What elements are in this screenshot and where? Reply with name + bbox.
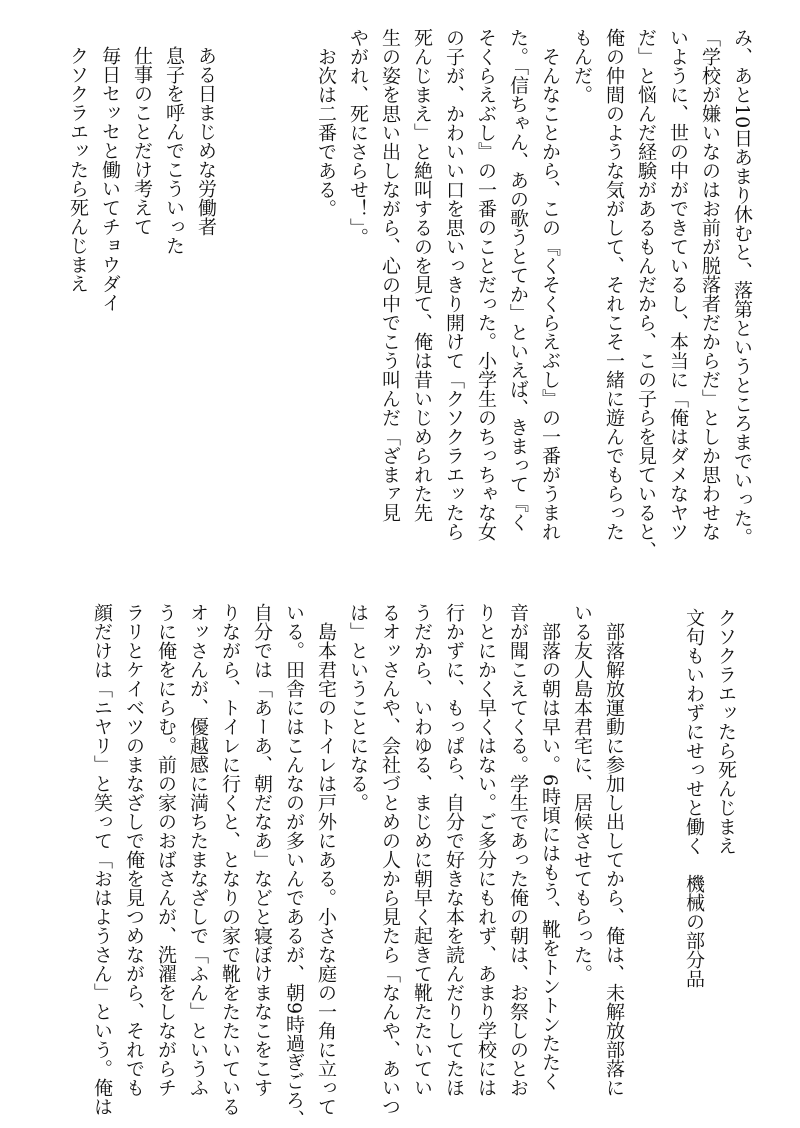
top-line: もんだ。 xyxy=(571,28,593,104)
top-line: そんなことから、この『くそくらえぶし』の一番がうまれ xyxy=(539,47,561,541)
heading-line: 文句もいわずにせっせと働く 機械の部分品 xyxy=(683,608,705,988)
top-line: だ」と悩んだ経験があるもんだから、この子らを見ていると、 xyxy=(635,28,657,560)
top-poem xyxy=(62,46,222,346)
bottom-line: ラリとケイベツのまなざしで俺を見つめながら、それでも xyxy=(123,603,145,1097)
poem-line: クソクラエッたら死んじまえ xyxy=(67,46,89,293)
bottom-line: うに俺をにらむ。前の家のおばさんが、洗濯をしながらチ xyxy=(155,603,177,1097)
poem-line: 毎日セッセと働いてチョウダイ xyxy=(99,46,121,312)
top-line: やがれ、死にさらせ！」。 xyxy=(347,28,369,247)
bottom-line: 自分では「あーあ、朝だなあ」などと寝ぼけまなこをこす xyxy=(251,603,273,1097)
bottom-line: るオッさんや、会社づとめの人から見たら「なんや、あいつ xyxy=(379,603,401,1116)
top-line: そくらえぶし』の一番のことだった。小学生のちっちゃな女 xyxy=(475,28,497,541)
top-line: み、あと10日あまり休むと、落第というところまでいった。 xyxy=(731,28,753,547)
top-line: いように、世の中ができているし、本当に「俺はダメなヤツ xyxy=(667,28,689,541)
bottom-line: 部落の朝は早い。6時頃にはもう、靴をトントンたたく xyxy=(539,622,561,1091)
top-line: 「学校が嫌いなのはお前が脱落者だからだ」としか思わせな xyxy=(699,28,721,541)
bottom-line: 顔だけは「ニヤリ」と笑って「おはようさん」という。俺は xyxy=(91,603,113,1116)
top-line: 俺の仲間のような気がして、それこそ一緒に遊んでもらった xyxy=(603,28,625,541)
bottom-line: 音が聞こえてくる。学生であった俺の朝は、お祭しのとお xyxy=(507,603,529,1097)
bottom-line: りとにかく早くはない。ご多分にもれず、あまり学校には xyxy=(475,603,497,1097)
bottom-line: うだから、いわゆる、まじめに朝早く起きて靴たたいてい xyxy=(411,603,433,1097)
top-line: 死んじまえ」と絶叫するのを見て、俺は昔いじめられた先 xyxy=(411,28,433,522)
poem-line: 息子を呼んでこういった xyxy=(163,46,185,255)
bottom-line: 行かずに、もっぱら、自分で好きな本を読んだりしてたほ xyxy=(443,603,465,1097)
poem-line: 仕事のことだけ考えて xyxy=(131,46,153,236)
bottom-line: りながら、トイレに行くと、となりの家で靴をたたいている xyxy=(219,603,241,1116)
top-line: 生の姿を思い出しながら、心の中でこう叫んだ「ざまァ見 xyxy=(379,28,401,522)
bottom-line: 島本君宅のトイレは戸外にある。小さな庭の一角に立って xyxy=(315,622,337,1116)
bottom-line: 部落解放運動に参加し出してから、俺は、未解放部落に xyxy=(603,622,625,1097)
top-line: た。「信ちゃん、あの歌うとてか」といえば、きまって『く xyxy=(507,28,529,532)
poem-line: ある日まじめな労働者 xyxy=(195,46,217,236)
bottom-line: いる。田舎にはこんなのが多いんであるが、朝9時過ぎごろ、 xyxy=(283,603,305,1128)
top-line: の子が、かわいい口を思いっきり開けて「クソクラエッたら xyxy=(443,28,465,541)
bottom-line: は」ということになる。 xyxy=(347,603,369,812)
bottom-prose xyxy=(86,603,630,1128)
heading-line: クソクラエッたら死んじまえ xyxy=(715,608,737,855)
bottom-line: オッさんが、優越感に満ちたまなざしで「ふん」というふ xyxy=(187,603,209,1097)
bottom-heading xyxy=(678,608,742,1028)
bottom-line: いる友人島本君宅に、居候させてもらった。 xyxy=(571,603,593,983)
top-line: お次は二番である。 xyxy=(315,47,337,218)
top-prose xyxy=(310,28,758,560)
